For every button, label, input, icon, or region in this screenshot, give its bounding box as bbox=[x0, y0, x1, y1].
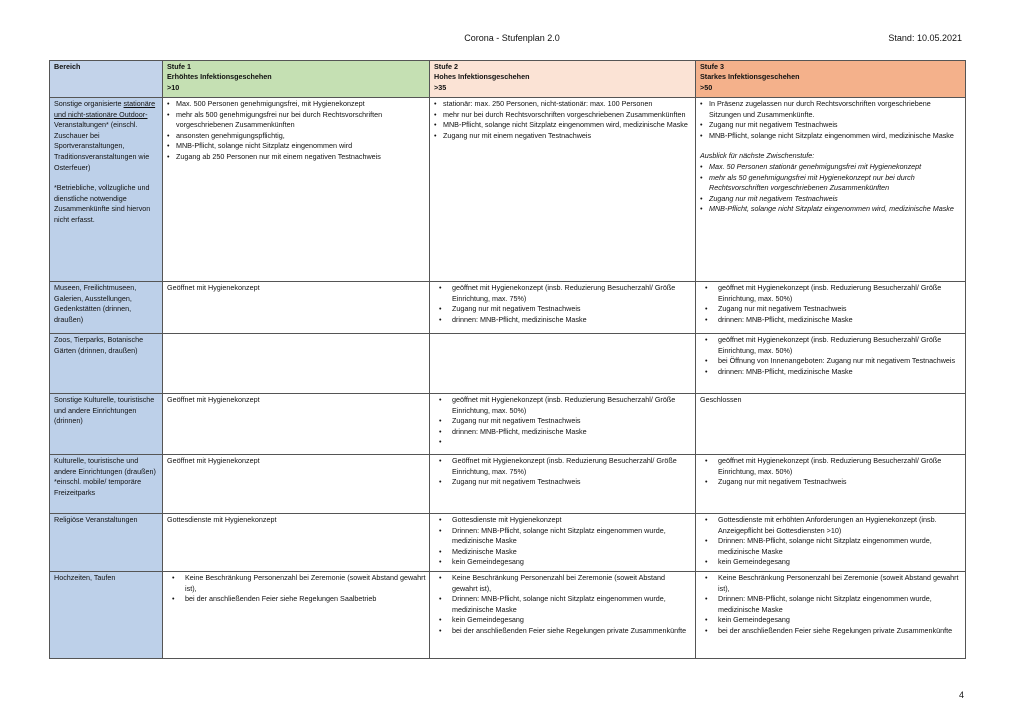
table-row bbox=[50, 455, 966, 514]
stage-3-label: Starkes Infektionsgeschehen bbox=[700, 72, 800, 82]
list-item: • kein Gemeindegesang bbox=[434, 615, 692, 626]
rule-list bbox=[700, 515, 962, 568]
page-number: 4 bbox=[958, 690, 964, 700]
area-text bbox=[54, 99, 159, 173]
list-item: • MNB-Pflicht, solange nicht Sitzplatz eingenommen wird, medizinische Maske bbox=[700, 131, 962, 142]
area-cell: Religiöse Veranstaltungen bbox=[50, 514, 163, 572]
stage-2-threshold: >35 bbox=[434, 82, 447, 92]
list-item: • Keine Beschränkung Personenzahl bei Zeremonie (soweit Abstand gewahrt ist), bbox=[434, 573, 692, 594]
rule-list bbox=[700, 573, 962, 637]
header-area-label: Bereich bbox=[54, 62, 81, 71]
list-item: • Zugang nur mit einem negativen Testnachweis bbox=[434, 131, 692, 142]
area-cell: Hochzeiten, Taufen bbox=[50, 572, 163, 659]
table-row bbox=[50, 572, 966, 659]
stage-1-cell: Gottesdienste mit Hygienekonzept bbox=[163, 514, 430, 572]
list-item: • bei der anschließenden Feier siehe Regelungen private Zusammenkünfte bbox=[700, 626, 962, 637]
stage-2-cell bbox=[430, 334, 696, 394]
area-text-underlined: stationäre und nicht-stationäre Outdoor- bbox=[54, 99, 156, 119]
stage-1-cell: Geöffnet mit Hygienekonzept bbox=[163, 455, 430, 514]
list-item: • MNB-Pflicht, solange nicht Sitzplatz eingenommen wird bbox=[167, 141, 426, 152]
stage-3-threshold: >50 bbox=[700, 82, 713, 92]
outlook-heading: Ausblick für nächste Zwischenstufe: bbox=[700, 151, 815, 161]
list-item: • Drinnen: MNB-Pflicht, solange nicht Sitzplatz eingenommen wurde, medizinische Maske bbox=[434, 594, 692, 615]
area-text-part: Sonstige organisierte bbox=[54, 99, 124, 108]
list-item: • Zugang nur mit negativem Testnachweis bbox=[700, 120, 962, 131]
list-item: • bei der anschließenden Feier siehe Regelungen Saalbetrieb bbox=[167, 594, 426, 605]
stage-3-cell bbox=[696, 455, 966, 514]
list-item: • MNB-Pflicht, solange nicht Sitzplatz eingenommen wird, medizinische Maske bbox=[434, 120, 692, 131]
list-item: • Zugang nur mit negativem Testnachweis bbox=[434, 304, 692, 315]
rule-list bbox=[434, 283, 692, 325]
rule-list bbox=[700, 99, 962, 141]
list-item: • Medizinische Maske bbox=[434, 547, 692, 558]
list-item: • mehr als 50 genehmigungsfrei mit Hygienekonzept nur bei durch Rechtsvorschriften vorgeschriebenen Zusammenkünften bbox=[700, 173, 962, 194]
stage-1-cell bbox=[163, 572, 430, 659]
list-item: • ansonsten genehmigungspflichtig, bbox=[167, 131, 426, 142]
stage-3-cell bbox=[696, 98, 966, 282]
stage-3-cell bbox=[696, 572, 966, 659]
outlook-block bbox=[700, 151, 962, 215]
stage-3-cell: Geschlossen bbox=[696, 394, 966, 455]
rule-list bbox=[434, 395, 692, 437]
list-item: • Drinnen: MNB-Pflicht, solange nicht Sitzplatz eingenommen wurde, medizinische Maske bbox=[700, 536, 962, 557]
stage-2-cell bbox=[430, 394, 696, 455]
list-item: • geöffnet mit Hygienekonzept (insb. Reduzierung Besucherzahl/ Größe Einrichtung, max. 75%) bbox=[434, 283, 692, 304]
stage-2-name: Stufe 2 bbox=[434, 62, 458, 71]
list-item: • geöffnet mit Hygienekonzept (insb. Reduzierung Besucherzahl/ Größe Einrichtung, max. 50%) bbox=[700, 335, 962, 356]
stage-3-cell bbox=[696, 514, 966, 572]
list-item: • geöffnet mit Hygienekonzept (insb. Reduzierung Besucherzahl/ Größe Einrichtung, max. 50%) bbox=[700, 283, 962, 304]
stage-3-cell bbox=[696, 334, 966, 394]
table-row bbox=[50, 98, 966, 282]
list-item: • Geöffnet mit Hygienekonzept (insb. Reduzierung Besucherzahl/ Größe Einrichtung, max. 75%) bbox=[434, 456, 692, 477]
stage-2-cell bbox=[430, 98, 696, 282]
stage-1-cell bbox=[163, 98, 430, 282]
list-item: • kein Gemeindegesang bbox=[434, 557, 692, 568]
table-row bbox=[50, 394, 966, 455]
list-item: • Zugang nur mit negativem Testnachweis bbox=[434, 477, 692, 488]
list-item: • kein Gemeindegesang bbox=[700, 615, 962, 626]
list-item: • kein Gemeindegesang bbox=[700, 557, 962, 568]
list-item: • MNB-Pflicht, solange nicht Sitzplatz eingenommen wird, medizinische Maske bbox=[700, 204, 962, 215]
rule-list bbox=[700, 456, 962, 488]
stage-1-cell: Geöffnet mit Hygienekonzept bbox=[163, 282, 430, 334]
list-item: • stationär: max. 250 Personen, nicht-stationär: max. 100 Personen bbox=[434, 99, 692, 110]
table-row bbox=[50, 334, 966, 394]
outlook-list bbox=[700, 162, 962, 215]
area-cell: Zoos, Tierparks, Botanische Gärten (drinnen, draußen) bbox=[50, 334, 163, 394]
list-item: • Zugang nur mit negativem Testnachweis bbox=[700, 477, 962, 488]
list-item: • mehr nur bei durch Rechtsvorschriften vorgeschriebenen Zusammenkünften bbox=[434, 110, 692, 121]
rule-list bbox=[700, 335, 962, 377]
stage-3-cell bbox=[696, 282, 966, 334]
stage-2-cell bbox=[430, 455, 696, 514]
list-item: • Drinnen: MNB-Pflicht, solange nicht Sitzplatz eingenommen wurde, medizinische Maske bbox=[700, 594, 962, 615]
list-item: • Keine Beschränkung Personenzahl bei Zeremonie (soweit Abstand gewahrt ist), bbox=[700, 573, 962, 594]
list-item: • drinnen: MNB-Pflicht, medizinische Maske bbox=[700, 315, 962, 326]
stage-2-label: Hohes Infektionsgeschehen bbox=[434, 72, 530, 82]
list-item: • mehr als 500 genehmigungsfrei nur bei durch Rechtsvorschriften vorgeschriebenen Zusammenkünften bbox=[167, 110, 426, 131]
list-item: • Max. 500 Personen genehmigungsfrei, mit Hygienekonzept bbox=[167, 99, 426, 110]
list-item: • Keine Beschränkung Personenzahl bei Zeremonie (soweit Abstand gewahrt ist), bbox=[167, 573, 426, 594]
rule-list bbox=[167, 99, 426, 163]
document-title: Corona - Stufenplan 2.0 bbox=[464, 33, 560, 43]
area-text-part: Veranstaltungen* (einschl. Zuschauer bei Sportveranstaltungen, Traditionsveranstaltungen wie Osterfeuer) bbox=[54, 120, 150, 172]
stage-3-name: Stufe 3 bbox=[700, 62, 724, 71]
list-item: • drinnen: MNB-Pflicht, medizinische Maske bbox=[700, 367, 962, 378]
list-item: • Zugang nur mit negativem Testnachweis bbox=[700, 304, 962, 315]
document-date: Stand: 10.05.2021 bbox=[888, 33, 962, 43]
area-cell: Museen, Freilichtmuseen, Galerien, Ausstellungen, Gedenkstätten (drinnen, draußen) bbox=[50, 282, 163, 334]
area-cell: Sonstige Kulturelle, touristische und andere Einrichtungen (drinnen) bbox=[50, 394, 163, 455]
stage-1-cell bbox=[163, 334, 430, 394]
table-row bbox=[50, 514, 966, 572]
header-row bbox=[50, 61, 966, 98]
area-cell bbox=[50, 98, 163, 282]
rule-list bbox=[167, 573, 426, 605]
list-item: • drinnen: MNB-Pflicht, medizinische Maske bbox=[434, 315, 692, 326]
stage-plan-table bbox=[49, 60, 966, 659]
list-item: • geöffnet mit Hygienekonzept (insb. Reduzierung Besucherzahl/ Größe Einrichtung, max. 50%) bbox=[434, 395, 692, 416]
list-item: • In Präsenz zugelassen nur durch Rechtsvorschriften vorgeschriebene Sitzungen und Zusammenkünfte. bbox=[700, 99, 962, 120]
list-item: • bei Öffnung von Innenangeboten: Zugang nur mit negativem Testnachweis bbox=[700, 356, 962, 367]
header-stage-2 bbox=[430, 61, 696, 98]
stage-2-cell bbox=[430, 514, 696, 572]
area-footnote: *Betriebliche, vollzugliche und dienstliche notwendige Zusammenkünfte sind hiervon nicht erfasst. bbox=[54, 183, 151, 224]
list-item: • Zugang nur mit negativem Testnachweis bbox=[700, 194, 962, 205]
stage-1-cell: Geöffnet mit Hygienekonzept bbox=[163, 394, 430, 455]
list-item: • Gottesdienste mit Hygienekonzept bbox=[434, 515, 692, 526]
rule-list bbox=[434, 515, 692, 568]
list-item: • Zugang ab 250 Personen nur mit einem negativen Testnachweis bbox=[167, 152, 426, 163]
stage-2-cell bbox=[430, 282, 696, 334]
rule-list bbox=[434, 99, 692, 141]
stage-2-cell bbox=[430, 572, 696, 659]
area-cell: Kulturelle, touristische und andere Einrichtungen (draußen) *einschl. mobile/ temporäre Freizeitparks bbox=[50, 455, 163, 514]
list-item: • geöffnet mit Hygienekonzept (insb. Reduzierung Besucherzahl/ Größe Einrichtung, max. 50%) bbox=[700, 456, 962, 477]
rule-list bbox=[434, 573, 692, 637]
header-stage-1 bbox=[163, 61, 430, 98]
list-item: • Drinnen: MNB-Pflicht, solange nicht Sitzplatz eingenommen wurde, medizinische Maske bbox=[434, 526, 692, 547]
list-item: • drinnen: MNB-Pflicht, medizinische Maske bbox=[434, 427, 692, 438]
stage-1-name: Stufe 1 bbox=[167, 62, 191, 71]
list-item: • Gottesdienste mit erhöhten Anforderungen an Hygienekonzept (insb. Anzeigepflicht bei Gottesdiensten >10) bbox=[700, 515, 962, 536]
header-area bbox=[50, 61, 163, 98]
rule-list bbox=[434, 456, 692, 488]
rule-list bbox=[700, 283, 962, 325]
table-row bbox=[50, 282, 966, 334]
stage-1-label: Erhöhtes Infektionsgeschehen bbox=[167, 72, 272, 82]
stage-1-threshold: >10 bbox=[167, 82, 180, 92]
list-item: • Max. 50 Personen stationär genehmigungsfrei mit Hygienekonzept bbox=[700, 162, 962, 173]
list-item: • bei der anschließenden Feier siehe Regelungen private Zusammenkünfte bbox=[434, 626, 692, 637]
list-item: • Zugang nur mit negativem Testnachweis bbox=[434, 416, 692, 427]
header-stage-3 bbox=[696, 61, 966, 98]
